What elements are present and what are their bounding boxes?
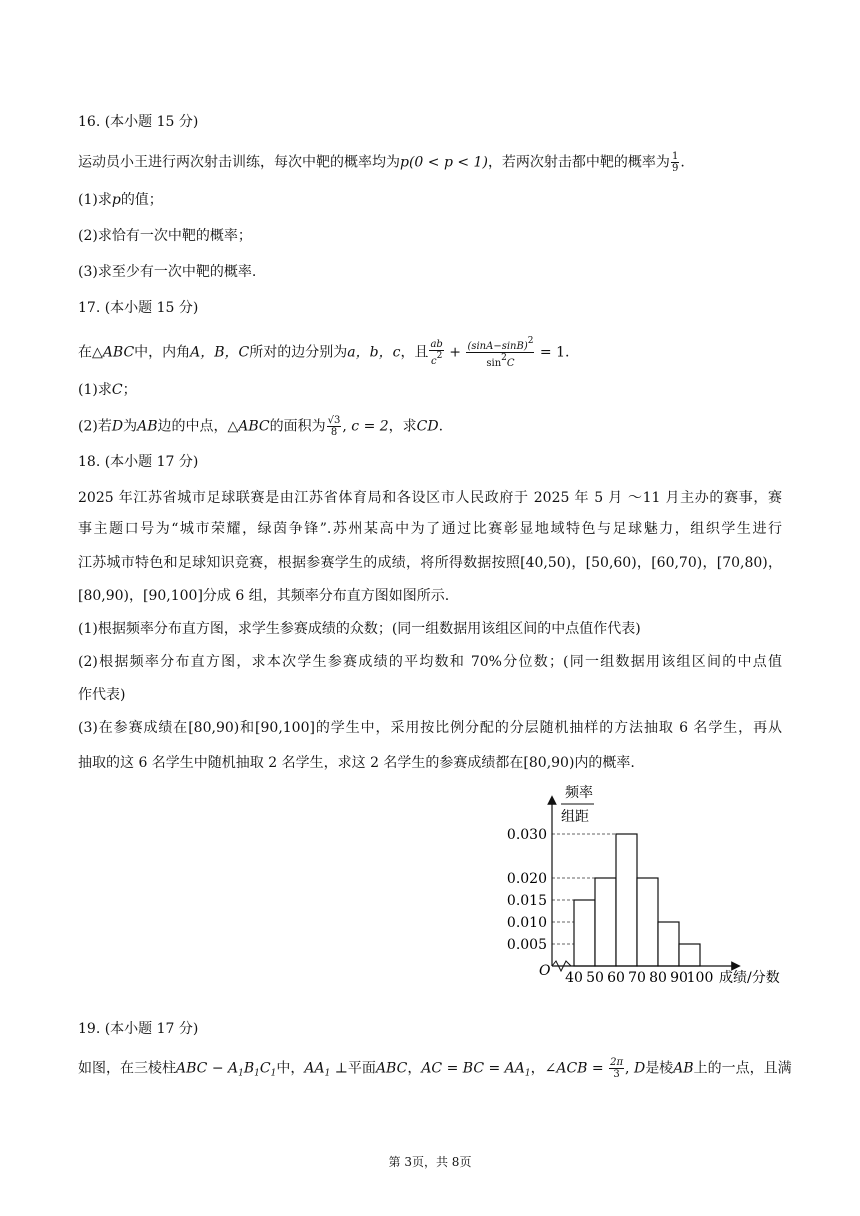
x-tick-label: 50 [586, 970, 604, 986]
q19-prism-c: C [259, 1060, 271, 1077]
q19-ab: AB [673, 1060, 694, 1077]
q18-header: 18. (本小题 17 分) [78, 454, 199, 470]
histogram-bar [637, 878, 658, 966]
q16-frac-num: 1 [671, 151, 679, 162]
q17-part2-cd: CD [416, 418, 439, 435]
y-tick-label: 0.030 [506, 827, 547, 843]
q19-stem-h: 上的一点，且满 [693, 1060, 792, 1077]
q17-part2-frac-num: √3 [327, 415, 341, 426]
q17-part2-b: 为 [123, 418, 138, 435]
q17-equals: = 1. [535, 344, 570, 361]
q16-part1-var: p [111, 192, 121, 208]
q18-stem-line-4: [80,90)，[90,100]分成 6 组，其频率分布直方图如图所示. [78, 588, 450, 604]
x-label: 成绩/分数 [719, 970, 780, 986]
q16-stem-text-b: ，若两次射击都中靶的概率为 [487, 154, 670, 171]
q17-part1-a: (1)求 [78, 382, 112, 398]
y-tick-label: 0.020 [506, 871, 547, 887]
q17-frac1-den: c [430, 355, 437, 367]
q17-part2-frac-den: 8 [330, 427, 338, 438]
histogram-bars [574, 834, 700, 966]
q17-frac2-num: (sinA−sinB) [467, 341, 528, 352]
q19-aa-sub: 1 [324, 1068, 331, 1079]
y-label-top: 频率 [565, 785, 593, 801]
q17-part2-c: 边的中点，△ [157, 418, 239, 435]
q19-stem-g: 是棱 [645, 1060, 674, 1077]
q17-frac2-den: sin [486, 358, 502, 369]
q17-stem-c: 所对的边分别为 [249, 344, 348, 361]
q17-stem-a: 在△ [78, 344, 103, 361]
x-tick-label: 90 [670, 970, 688, 986]
q17-frac2-den-var: C [506, 358, 515, 369]
x-tick-label: 60 [607, 970, 625, 986]
x-tick-label: 40 [565, 970, 583, 986]
q18-stem-line-2: 事主题口号为“城市荣耀，绿茵争锋”.苏州某高中为了通过比赛彰显地域特色与足球魅力，组织学生进行 [78, 521, 782, 537]
histogram-bar [595, 878, 616, 966]
q16-stem-end: . [680, 154, 685, 171]
q19-prism-sub1: 1 [238, 1068, 244, 1079]
q19-stem-d: ， [407, 1060, 422, 1077]
q16-part1-b: 的值； [120, 192, 163, 208]
q19-prism-a: ABC − A [176, 1060, 239, 1077]
q17-stem-angles: A，B，C [190, 344, 250, 361]
y-tick-label: 0.015 [506, 893, 547, 909]
histogram-bar [679, 944, 700, 966]
q19-eq-sub: 1 [524, 1068, 531, 1079]
q19-prism-b: B [243, 1060, 255, 1077]
q16-part1-a: (1)求 [78, 192, 112, 208]
q19-prism-sub3: 1 [270, 1068, 277, 1079]
q17-part2-g: ，求 [388, 418, 417, 435]
q17-frac2-den-sup: 2 [501, 353, 507, 363]
q16-stem-p: p(0 < p < 1) [400, 154, 488, 171]
q19-abc: ABC [375, 1060, 408, 1077]
q17-frac1-den-sup: 2 [436, 350, 443, 361]
q19-stem-a: 如图，在三棱柱 [78, 1060, 176, 1077]
q17-stem-sides: a，b，c [347, 344, 401, 361]
q17-frac2-num-sup: 2 [527, 336, 534, 346]
y-label-bottom: 组距 [561, 809, 589, 825]
q19-eq: AC = BC = AA [421, 1060, 525, 1077]
q19-frac-den: 3 [613, 1069, 620, 1080]
q17-header: 17. (本小题 15 分) [78, 300, 199, 316]
q19-stem-c: ⊥平面 [330, 1060, 376, 1077]
q17-part2-a: (2)若 [78, 418, 112, 435]
q19-stem-f: , [625, 1060, 634, 1077]
q17-stem-b: 中，内角 [134, 344, 191, 361]
q17-stem-d: ，且 [400, 344, 429, 361]
q17-frac1-num: ab [430, 338, 443, 350]
q16-part3: (3)求至少有一次中靶的概率. [78, 264, 257, 280]
y-tick-label: 0.010 [506, 915, 547, 931]
q17-plus: + [444, 344, 466, 361]
x-tick-label: 100 [686, 970, 714, 986]
x-tick-label: 70 [628, 970, 646, 986]
q19-prism-sub2: 1 [254, 1068, 260, 1079]
q19-d: D [633, 1060, 646, 1077]
histogram-bar [616, 834, 637, 966]
x-tick-labels [565, 970, 713, 986]
q18-stem-line-1: 2025 年江苏省城市足球联赛是由江苏省体育局和各设区市人民政府于 2025 年 5 月 ～11 月主办的赛事，赛 [78, 490, 782, 506]
q17-stem-abc: ABC [102, 344, 135, 361]
q19-frac-num: 2π [610, 1057, 624, 1068]
q16-part2: (2)求恰有一次中靶的概率； [78, 228, 252, 244]
q18-part2-line-2: 作代表) [78, 687, 126, 703]
q18-part3-line-2: 抽取的这 6 名学生中随机抽取 2 名学生，求这 2 名学生的参赛成绩都在[80,90)内的概率. [78, 755, 635, 771]
q16-header: 16. (本小题 15 分) [78, 114, 199, 130]
q19-angle: ∠ACB = [544, 1060, 609, 1077]
origin-label: O [539, 963, 551, 979]
q17-part2-d: D [111, 418, 124, 435]
q17-part2-c-eq: c = 2 [351, 418, 389, 435]
x-tick-label: 80 [649, 970, 667, 986]
q18-part3-line-1: (3)在参赛成绩在[80,90)和[90,100]的学生中，采用按比例分配的分层随机抽样的方法抽取 6 名学生，再从 [78, 720, 782, 736]
q17-part2-e: 的面积为 [269, 418, 326, 435]
q19-aa: AA [304, 1060, 325, 1077]
q16-stem-text-a: 运动员小王进行两次射击训练，每次中靶的概率均为 [78, 154, 400, 171]
y-tick-labels [507, 827, 547, 953]
q19-fraction [609, 1057, 624, 1080]
q17-part2-abc: ABC [238, 418, 270, 435]
q17-part2-ab: AB [137, 418, 158, 435]
q17-part2-f: , [342, 418, 352, 435]
page-footer: 第 3页，共 8页 [388, 1155, 472, 1169]
q17-part1-var: C [111, 382, 123, 398]
q18-part2-line-1: (2)根据频率分布直方图，求本次学生参赛成绩的平均数和 70%分位数；(同一组数据用该组区间的中点值 [78, 654, 782, 670]
q19-stem-b: 中， [276, 1060, 305, 1077]
q18-stem-line-3: 江苏城市特色和足球知识竞赛，根据参赛学生的成绩，将所得数据按照[40,50)，[50,60)，[60,70)，[70,80)， [78, 555, 782, 571]
y-tick-label: 0.005 [506, 937, 547, 953]
q19-stem-e: ， [530, 1060, 545, 1077]
q19-header: 19. (本小题 17 分) [78, 1021, 199, 1037]
q16-frac-den: 9 [671, 163, 679, 174]
q19-stem [78, 1057, 792, 1084]
q18-part1: (1)根据频率分布直方图，求学生参赛成绩的众数；(同一组数据用该组区间的中点值作代表) [78, 621, 641, 637]
q17-part1-b: ； [122, 382, 137, 398]
q17-part2-h: . [438, 418, 444, 435]
histogram-bar [658, 922, 679, 966]
histogram-bar [574, 900, 595, 966]
